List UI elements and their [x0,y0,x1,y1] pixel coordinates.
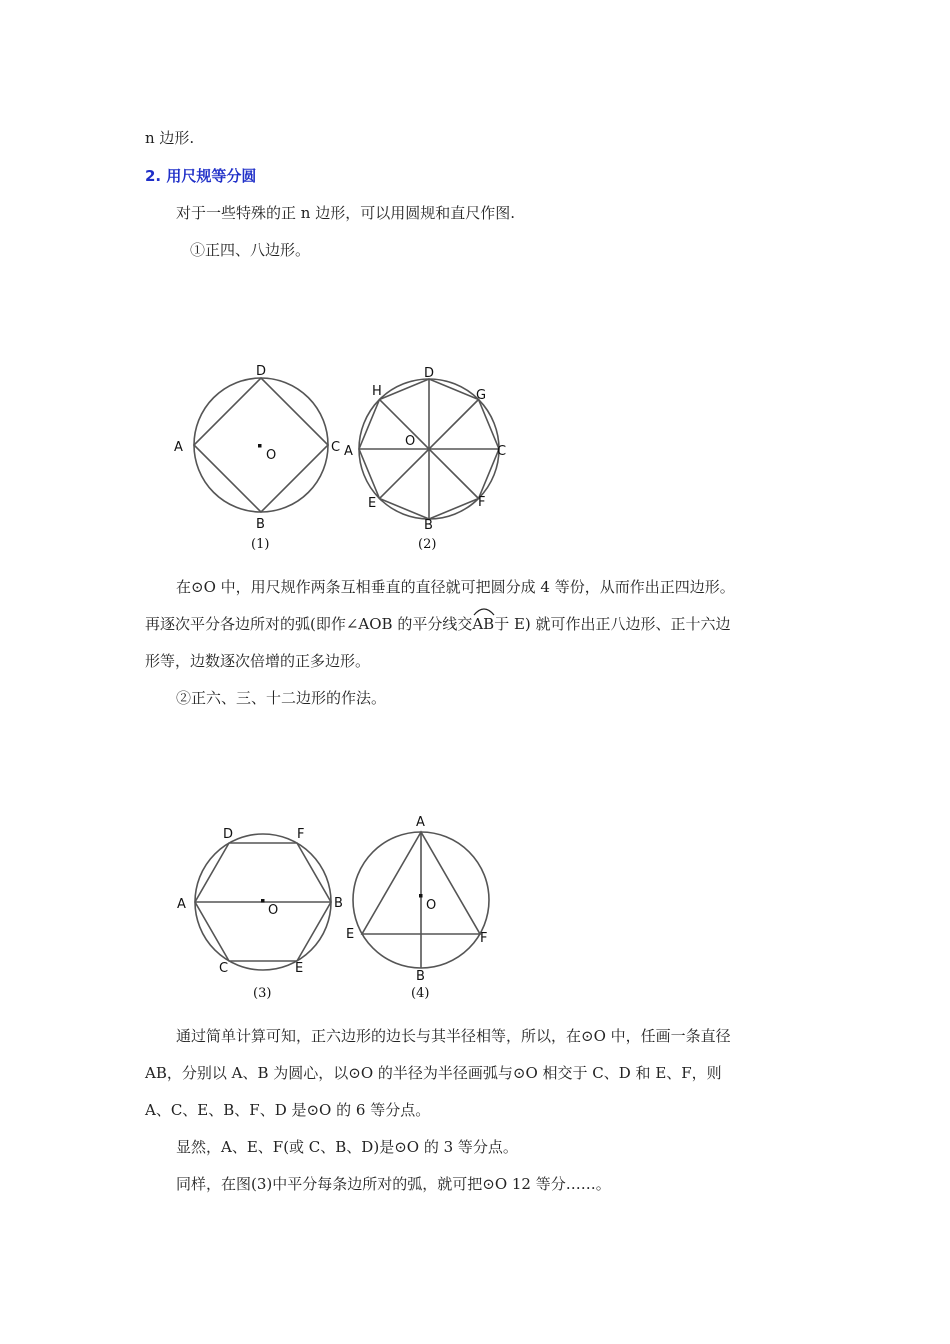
paragraph-2-line-2-a: 再逐次平分各边所对的弧(即作∠AOB 的平分线交 [145,615,473,633]
paragraph-2-line-2-b: 于 E) 就可作出正八边形、正十六边 [494,615,731,633]
figure-1-square-in-circle [174,364,340,552]
paragraph-2-line-1: 在⊙O 中，用尺规作两条互相垂直的直径就可把圆分成 4 等份，从而作出正四边形。 [176,578,735,596]
fig3-label-a: A [177,897,186,912]
fig2-label-g: G [476,388,487,403]
paragraph-2-line-3: 形等，边数逐次倍增的正多边形。 [145,652,371,670]
fig1-label-c: C [331,440,341,455]
fig3-label-d: D [223,827,234,842]
fig3-label-c: C [219,961,229,976]
fig4-caption: (4) [411,986,430,1001]
text-line-top: n 边形. [145,129,195,147]
figures-3-4 [160,810,540,1015]
fig2-label-a: A [344,444,353,459]
paragraph-5: 同样，在图(3)中平分每条边所对的弧，就可把⊙O 12 等分……。 [176,1175,611,1193]
fig4-label-f: F [480,931,488,946]
figure-3-hexagon-in-circle [177,827,343,1001]
paragraph-4: 显然，A、E、F(或 C、B、D)是⊙O 的 3 等分点。 [176,1138,518,1156]
fig4-label-e: E [346,927,355,942]
figure-2-octagon-in-circle [344,366,506,552]
item-square-octagon: ①正四、八边形。 [190,241,311,259]
fig4-label-o: O [426,898,437,913]
fig4-label-b: B [416,969,425,984]
fig3-label-e: E [295,961,304,976]
arc-ab-label: AB [472,615,495,633]
fig3-label-b: B [334,896,343,911]
paragraph-3-line-1: 通过简单计算可知，正六边形的边长与其半径相等，所以，在⊙O 中，任画一条直径 [176,1027,731,1045]
fig1-label-o: O [266,448,277,463]
fig2-label-h: H [372,384,382,399]
fig1-label-d: D [256,364,267,379]
figures-1-2 [160,355,540,560]
paragraph-intro: 对于一些特殊的正 n 边形，可以用圆规和直尺作图. [176,204,515,222]
fig1-label-a: A [174,440,183,455]
paragraph-3-line-3: A、C、E、B、F、D 是⊙O 的 6 等分点。 [145,1101,431,1119]
figure-4-triangle-in-circle [346,815,489,1001]
item-hexagon-triangle: ②正六、三、十二边形的作法。 [176,689,387,707]
fig3-label-o: O [268,903,279,918]
fig3-caption: (3) [253,986,272,1001]
arc-mark-icon [472,606,496,616]
paragraph-3-line-2: AB，分别以 A、B 为圆心，以⊙O 的半径为半径画弧与⊙O 相交于 C、D 和 E、F，则 [145,1064,722,1082]
fig2-label-f: F [478,495,486,510]
fig4-label-a: A [416,815,425,830]
fig2-label-d: D [424,366,435,381]
arc-ab-symbol [472,614,494,634]
section-heading: 2. 用尺规等分圆 [145,167,257,185]
paragraph-2-line-2 [145,614,731,634]
fig2-label-c: C [497,444,507,459]
fig1-caption: (1) [251,537,270,552]
fig2-caption: (2) [418,537,437,552]
fig1-label-b: B [256,517,265,532]
fig2-label-b: B [424,518,433,533]
fig3-label-f: F [297,827,305,842]
fig2-label-o: O [405,434,416,449]
fig2-label-e: E [368,496,377,511]
